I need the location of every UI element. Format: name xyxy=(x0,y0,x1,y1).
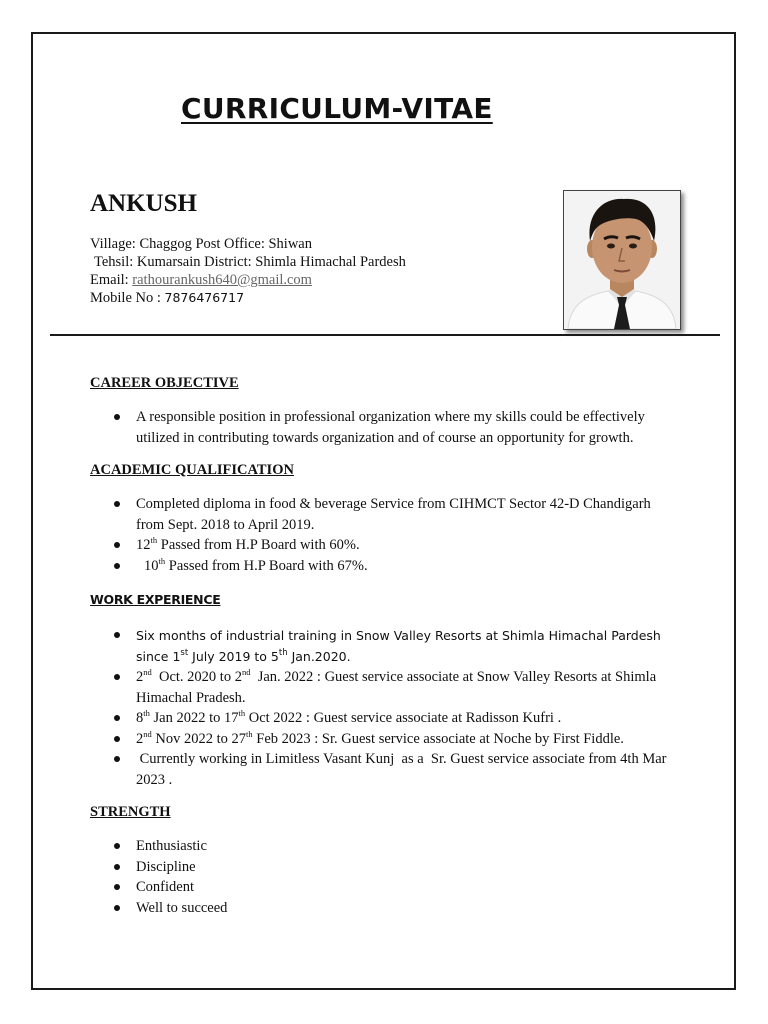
email-row xyxy=(90,271,406,289)
academic-qualification-list xyxy=(112,494,672,576)
mobile-row xyxy=(90,289,406,307)
candidate-name: ANKUSH xyxy=(90,190,197,217)
career-objective-heading: CAREER OBJECTIVE xyxy=(90,375,239,391)
work-item-training: Six months of industrial training in Snow Valley Resorts at Shimla Himachal Pardesh since 1st July 2019 to 5th Jan.2020. xyxy=(112,625,672,667)
strength-item: Enthusiastic xyxy=(112,836,672,857)
work-item-noche: 2nd Nov 2022 to 27th Feb 2023 : Sr. Guest service associate at Noche by First Fiddle. xyxy=(112,729,672,750)
strength-item: Confident xyxy=(112,877,672,898)
document-title: CURRICULUM-VITAE xyxy=(181,92,493,125)
work-item-radisson: 8th Jan 2022 to 17th Oct 2022 : Guest service associate at Radisson Kufri . xyxy=(112,708,672,729)
academic-item-10th: 10th Passed from H.P Board with 67%. xyxy=(112,556,672,577)
work-experience-list xyxy=(112,625,672,790)
strength-item: Discipline xyxy=(112,857,672,878)
header-divider xyxy=(50,334,720,336)
strength-list xyxy=(112,836,672,918)
profile-photo-image xyxy=(564,191,680,329)
email-link[interactable]: rathourankush640@gmail.com xyxy=(132,272,312,288)
address-line-1: Village: Chaggog Post Office: Shiwan xyxy=(90,236,312,252)
work-experience-heading: WORK EXPERIENCE xyxy=(90,592,221,607)
academic-item-12th: 12th Passed from H.P Board with 60%. xyxy=(112,535,672,556)
strength-heading: STRENGTH xyxy=(90,804,171,820)
mobile-number: 7876476717 xyxy=(164,290,245,305)
mobile-label: Mobile No : xyxy=(90,290,161,306)
contact-block xyxy=(90,235,406,307)
email-label: Email: xyxy=(90,272,129,288)
academic-qualification-heading: ACADEMIC QUALIFICATION xyxy=(90,462,294,478)
work-item-limitless: Currently working in Limitless Vasant Kunj as a Sr. Guest service associate from 4th Mar 2023 . xyxy=(112,749,672,790)
career-objective-item: A responsible position in professional organization where my skills could be effectively utilized in contributing towards organization and of course an opportunity for growth. xyxy=(112,407,672,448)
address-line-2: Tehsil: Kumarsain District: Shimla Himachal Pardesh xyxy=(94,254,406,270)
career-objective-list xyxy=(112,407,672,448)
strength-item: Well to succeed xyxy=(112,898,672,919)
academic-item-diploma: Completed diploma in food & beverage Service from CIHMCT Sector 42-D Chandigarh from Sept. 2018 to April 2019. xyxy=(112,494,672,535)
profile-photo xyxy=(563,190,681,330)
work-item-snow-valley: 2nd Oct. 2020 to 2nd Jan. 2022 : Guest service associate at Snow Valley Resorts at Shimla Himachal Pradesh. xyxy=(112,667,672,708)
